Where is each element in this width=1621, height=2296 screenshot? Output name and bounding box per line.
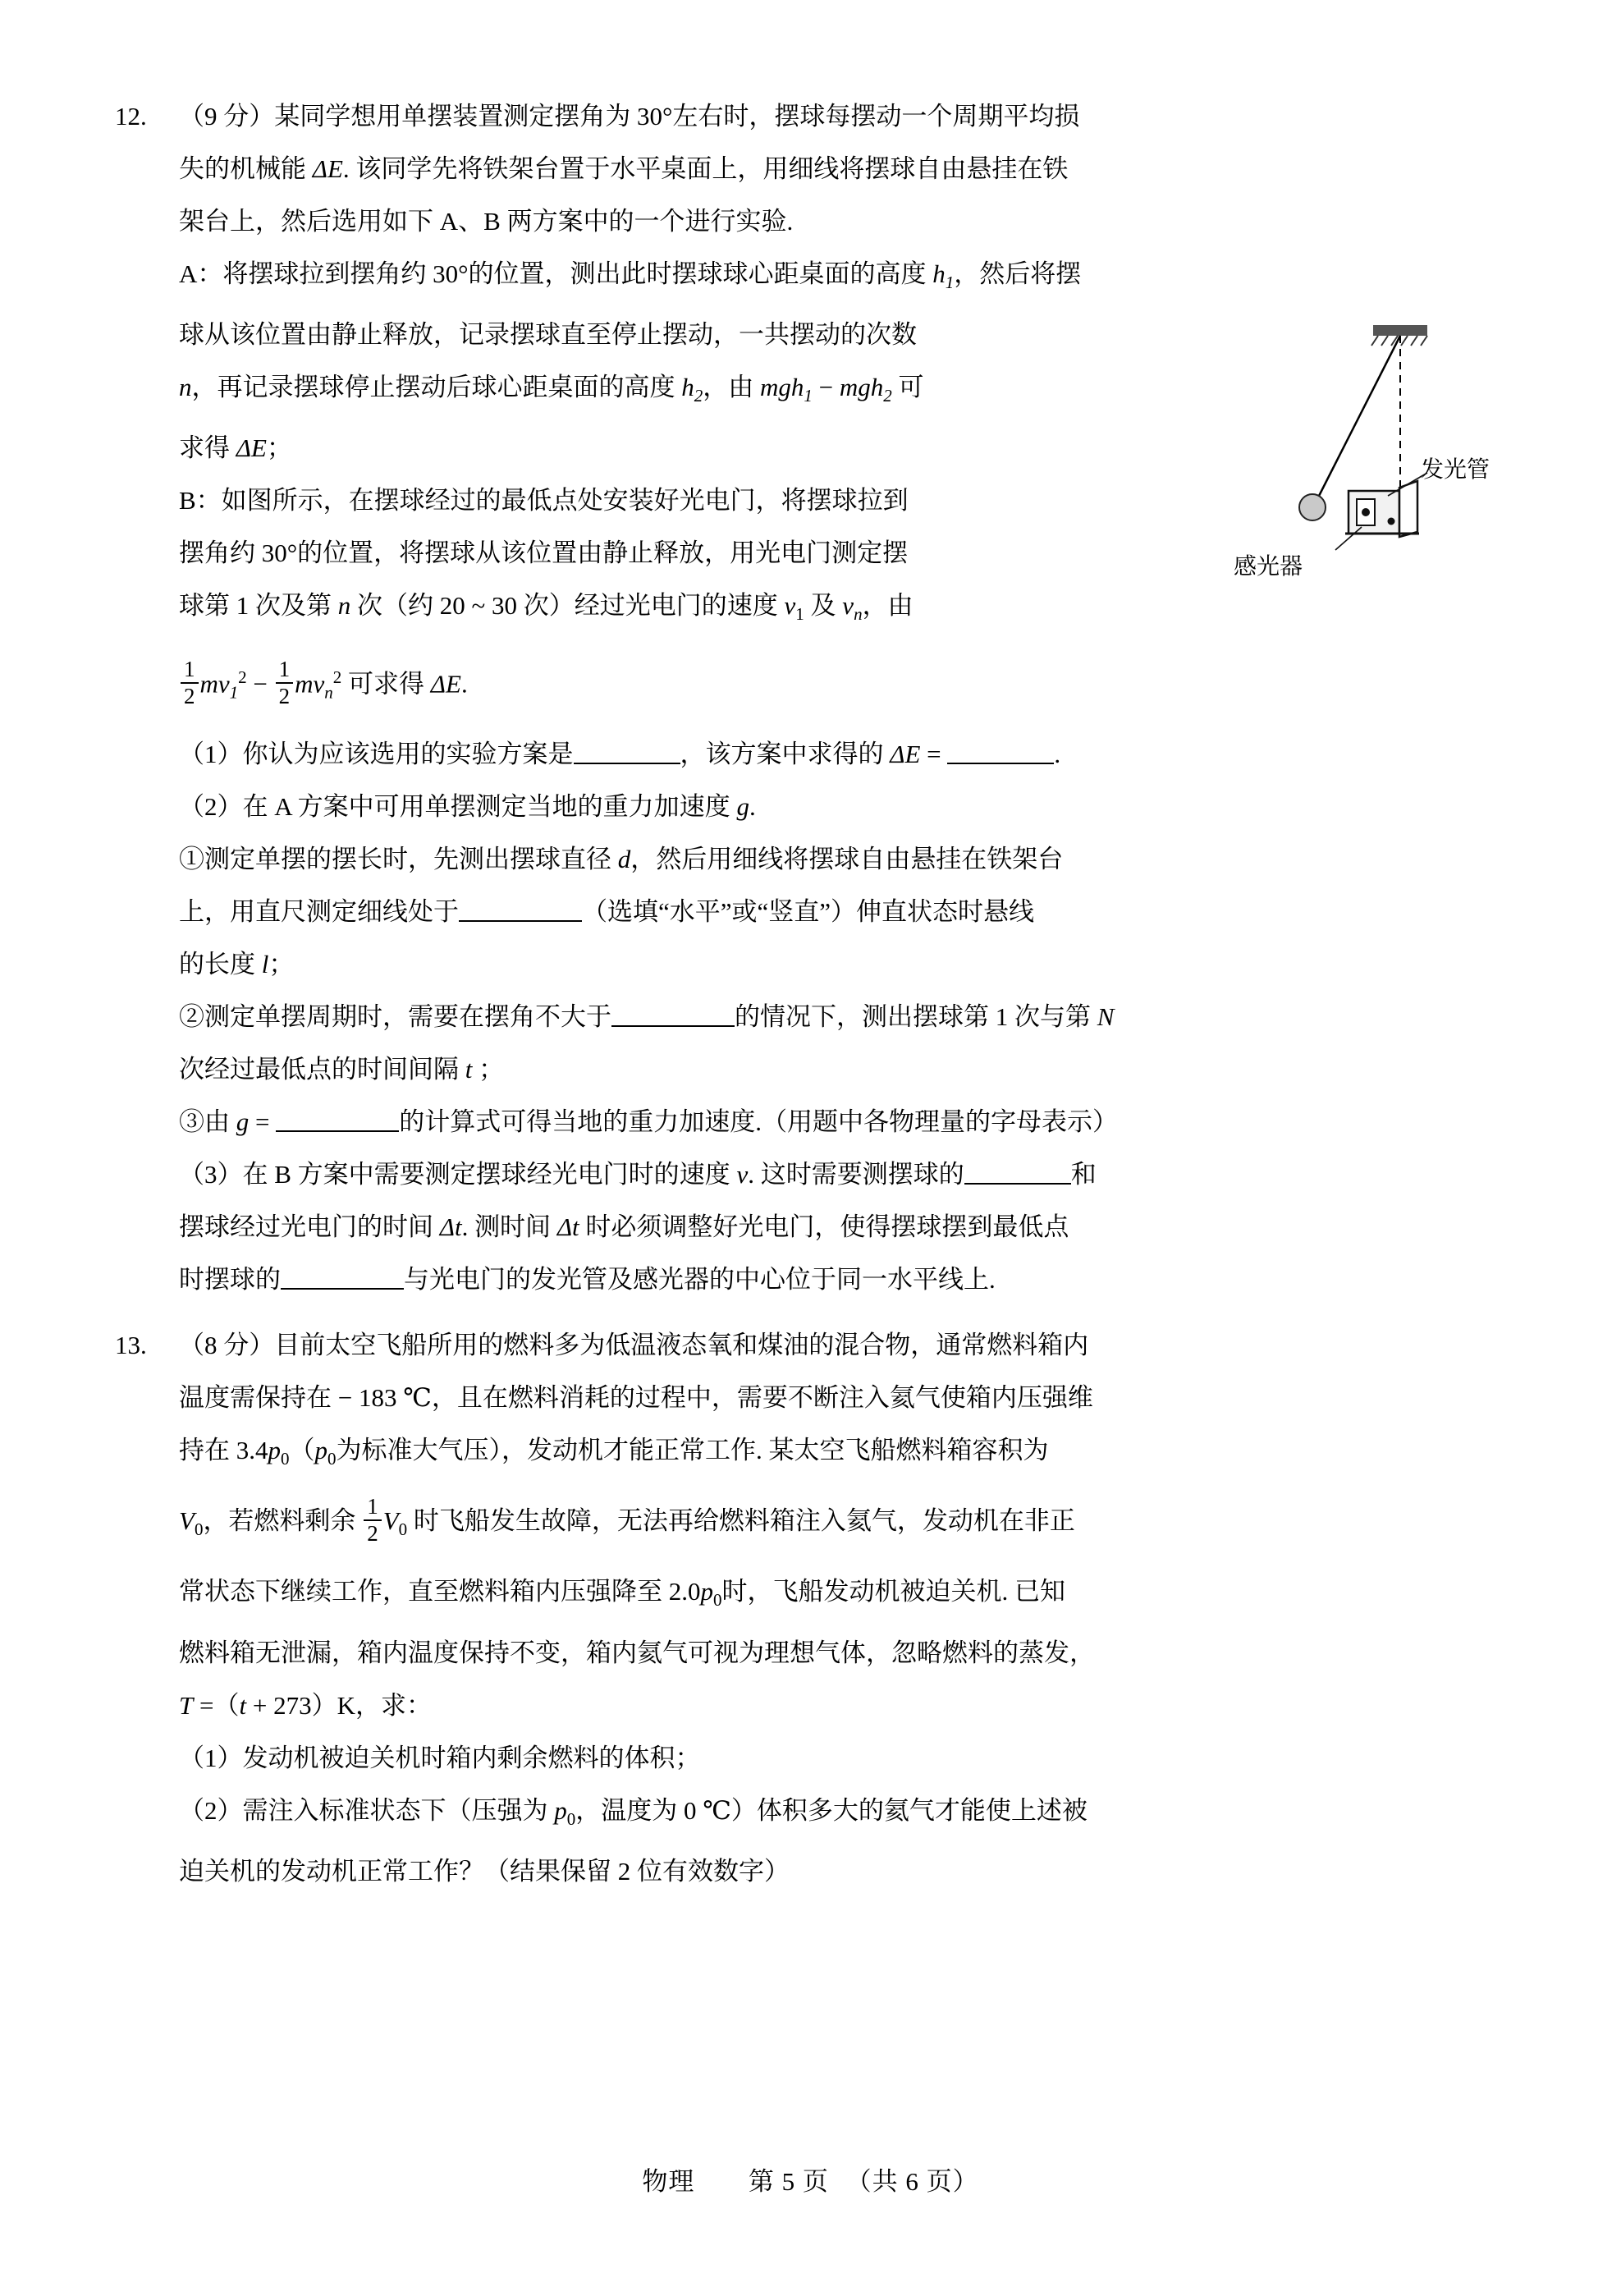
question-13-number: 13. bbox=[115, 1331, 147, 1360]
q12-line-1: （9 分）某同学想用单摆装置测定摆角为 30°左右时，摆球每摆动一个周期平均损 bbox=[179, 102, 1080, 131]
question-13-body bbox=[179, 1319, 1498, 1898]
answer-blank-12-2c[interactable] bbox=[276, 1107, 399, 1132]
figure-label-lamp: 发光管 bbox=[1421, 456, 1490, 482]
q12-line-18: 次经过最低点的时间间隔 t ； bbox=[179, 1055, 505, 1084]
answer-blank-12-2b[interactable] bbox=[611, 1002, 735, 1027]
answer-blank-12-2a[interactable] bbox=[459, 897, 582, 922]
q13-line-10: 迫关机的发动机正常工作？（结果保留 2 位有效数字） bbox=[179, 1856, 790, 1886]
q12-line-11: $\frac{1}{2}$ $mv_1^2$ − $\frac{1}{2}$ $mv_n^2$ 可求得 ΔE. bbox=[179, 641, 1498, 729]
q12-line-13: （2）在 A 方案中可用单摆测定当地的重力加速度 g. bbox=[179, 792, 756, 822]
q12-line-15: 上，用直尺测定细线处于 （选填“水平”或“竖直”）伸直状态时悬线 bbox=[179, 897, 1035, 927]
answer-blank-12-1b[interactable] bbox=[947, 740, 1054, 764]
q13-line-1: （8 分）目前太空飞船所用的燃料多为低温液态氧和煤油的混合物，通常燃料箱内 bbox=[179, 1331, 1089, 1360]
q12-line-16: 的长度 l； bbox=[179, 950, 295, 979]
photogate-lamp-dot bbox=[1362, 508, 1370, 516]
page-footer bbox=[0, 2161, 1621, 2197]
answer-blank-12-3b[interactable] bbox=[281, 1265, 404, 1290]
question-12-body bbox=[179, 90, 1498, 1306]
question-12-number: 12. bbox=[115, 102, 147, 131]
question-12 bbox=[115, 90, 1498, 1306]
sensor-dot bbox=[1388, 518, 1395, 525]
support-bracket bbox=[1373, 325, 1427, 336]
q12-line-2: 失的机械能 ΔE. 该同学先将铁架台置于水平桌面上，用细线将摆球自由悬挂在铁 bbox=[179, 154, 1069, 183]
q12-line-3: 架台上，然后选用如下 A、B 两方案中的一个进行实验. bbox=[179, 207, 794, 236]
fraction-one-half-c: $\frac{1}{2}$ bbox=[364, 1494, 382, 1547]
q13-score: （8 分） bbox=[179, 1331, 275, 1360]
q12-line-20: （3）在 B 方案中需要测定摆球经光电门时的速度 v. 这时需要测摆球的 和 bbox=[179, 1160, 1097, 1189]
q13-line-2: 温度需保持在 − 183 ℃，且在燃料消耗的过程中，需要不断注入氦气使箱内压强维 bbox=[179, 1383, 1093, 1413]
fraction-one-half-b: $\frac{1}{2}$ bbox=[276, 657, 294, 709]
q13-line-9: （2）需注入标准状态下（压强为 $p_0$，温度为 0 ℃）体积多大的氦气才能使上述被 bbox=[179, 1795, 1088, 1829]
q12-line-6: n，再记录摆球停止摆动后球心距桌面的高度 $h_2$，由 mgh$_1$ − mgh$_2$ 可 bbox=[179, 373, 924, 406]
q12-line-22: 时摆球的 与光电门的发光管及感光器的中心位于同一水平线上. bbox=[179, 1265, 996, 1295]
figure-label-sensor: 感光器 bbox=[1234, 553, 1303, 579]
q12-line-21: 摆球经过光电门的时间 Δt. 测时间 Δt 时必须调整好光电门，使得摆球摆到最低点 bbox=[179, 1212, 1069, 1242]
pendulum-string bbox=[1317, 336, 1400, 499]
q12-line-4: A：将摆球拉到摆角约 30°的位置，测出此时摆球球心距桌面的高度 $h_1$，然后将摆 bbox=[179, 259, 1082, 293]
q13-line-7: T =（t + 273）K，求： bbox=[179, 1690, 432, 1720]
q12-line-8: B：如图所示，在摆球经过的最低点处安装好光电门，将摆球拉到 bbox=[179, 486, 909, 516]
q13-line-4: $V_0$，若燃料剩余 $\frac{1}{2}$ $V_0$ 时飞船发生故障，无法再给燃料箱注入氦气，发动机在非正 bbox=[179, 1494, 1075, 1547]
q12-line-10: 球第 1 次及第 n 次（约 20 ~ 30 次）经过光电门的速度 $v_1$ 及 $v_n$，由 bbox=[179, 591, 914, 625]
q13-line-3: 持在 $3.4p_0(p_0$为标准大气压），发动机才能正常工作. 某太空飞船燃料箱容积为 bbox=[179, 1436, 1049, 1469]
q13-line-8: （1）发动机被迫关机时箱内剩余燃料的体积； bbox=[179, 1743, 701, 1772]
sensor-housing bbox=[1399, 481, 1417, 537]
q12-line-14: ①测定单摆的摆长时，先测出摆球直径 d，然后用细线将摆球自由悬挂在铁架台 bbox=[179, 845, 1064, 874]
footer-page-number: 第 5 页 bbox=[748, 2167, 829, 2196]
q12-line-7: 求得 ΔE； bbox=[179, 433, 292, 463]
q12-line-17: ②测定单摆周期时，需要在摆角不大于 的情况下，测出摆球第 1 次与第 N bbox=[179, 1002, 1115, 1032]
answer-blank-12-3a[interactable] bbox=[964, 1160, 1071, 1185]
q12-line-5: 球从该位置由静止释放，记录摆球直至停止摆动，一共摆动的次数 bbox=[179, 320, 917, 350]
fraction-one-half-a: $\frac{1}{2}$ bbox=[181, 657, 199, 709]
footer-page-total: （共 6 页） bbox=[845, 2167, 979, 2196]
pendulum-bob bbox=[1299, 494, 1326, 520]
q12-line-19: ③由 g = 的计算式可得当地的重力加速度.（用题中各物理量的字母表示） bbox=[179, 1107, 1118, 1137]
question-13 bbox=[115, 1319, 1498, 1898]
footer-subject: 物理 bbox=[642, 2167, 695, 2196]
q12-line-9: 摆角约 30°的位置，将摆球从该位置由静止释放，用光电门测定摆 bbox=[179, 538, 909, 568]
q12-score: （9 分） bbox=[179, 102, 275, 131]
figure-svg bbox=[1227, 320, 1498, 665]
q13-line-5: 常状态下继续工作，直至燃料箱内压强降至 $2.0p_0$时，飞船发动机被迫关机. 已知 bbox=[179, 1577, 1065, 1611]
q13-line-6: 燃料箱无泄漏，箱内温度保持不变，箱内氦气可视为理想气体，忽略燃料的蒸发， bbox=[179, 1638, 1095, 1667]
q12-line-12: （1）你认为应该选用的实验方案是 ，该方案中求得的 ΔE = . bbox=[179, 740, 1061, 769]
pendulum-photogate-figure bbox=[1227, 320, 1498, 665]
answer-blank-12-1a[interactable] bbox=[574, 740, 680, 764]
